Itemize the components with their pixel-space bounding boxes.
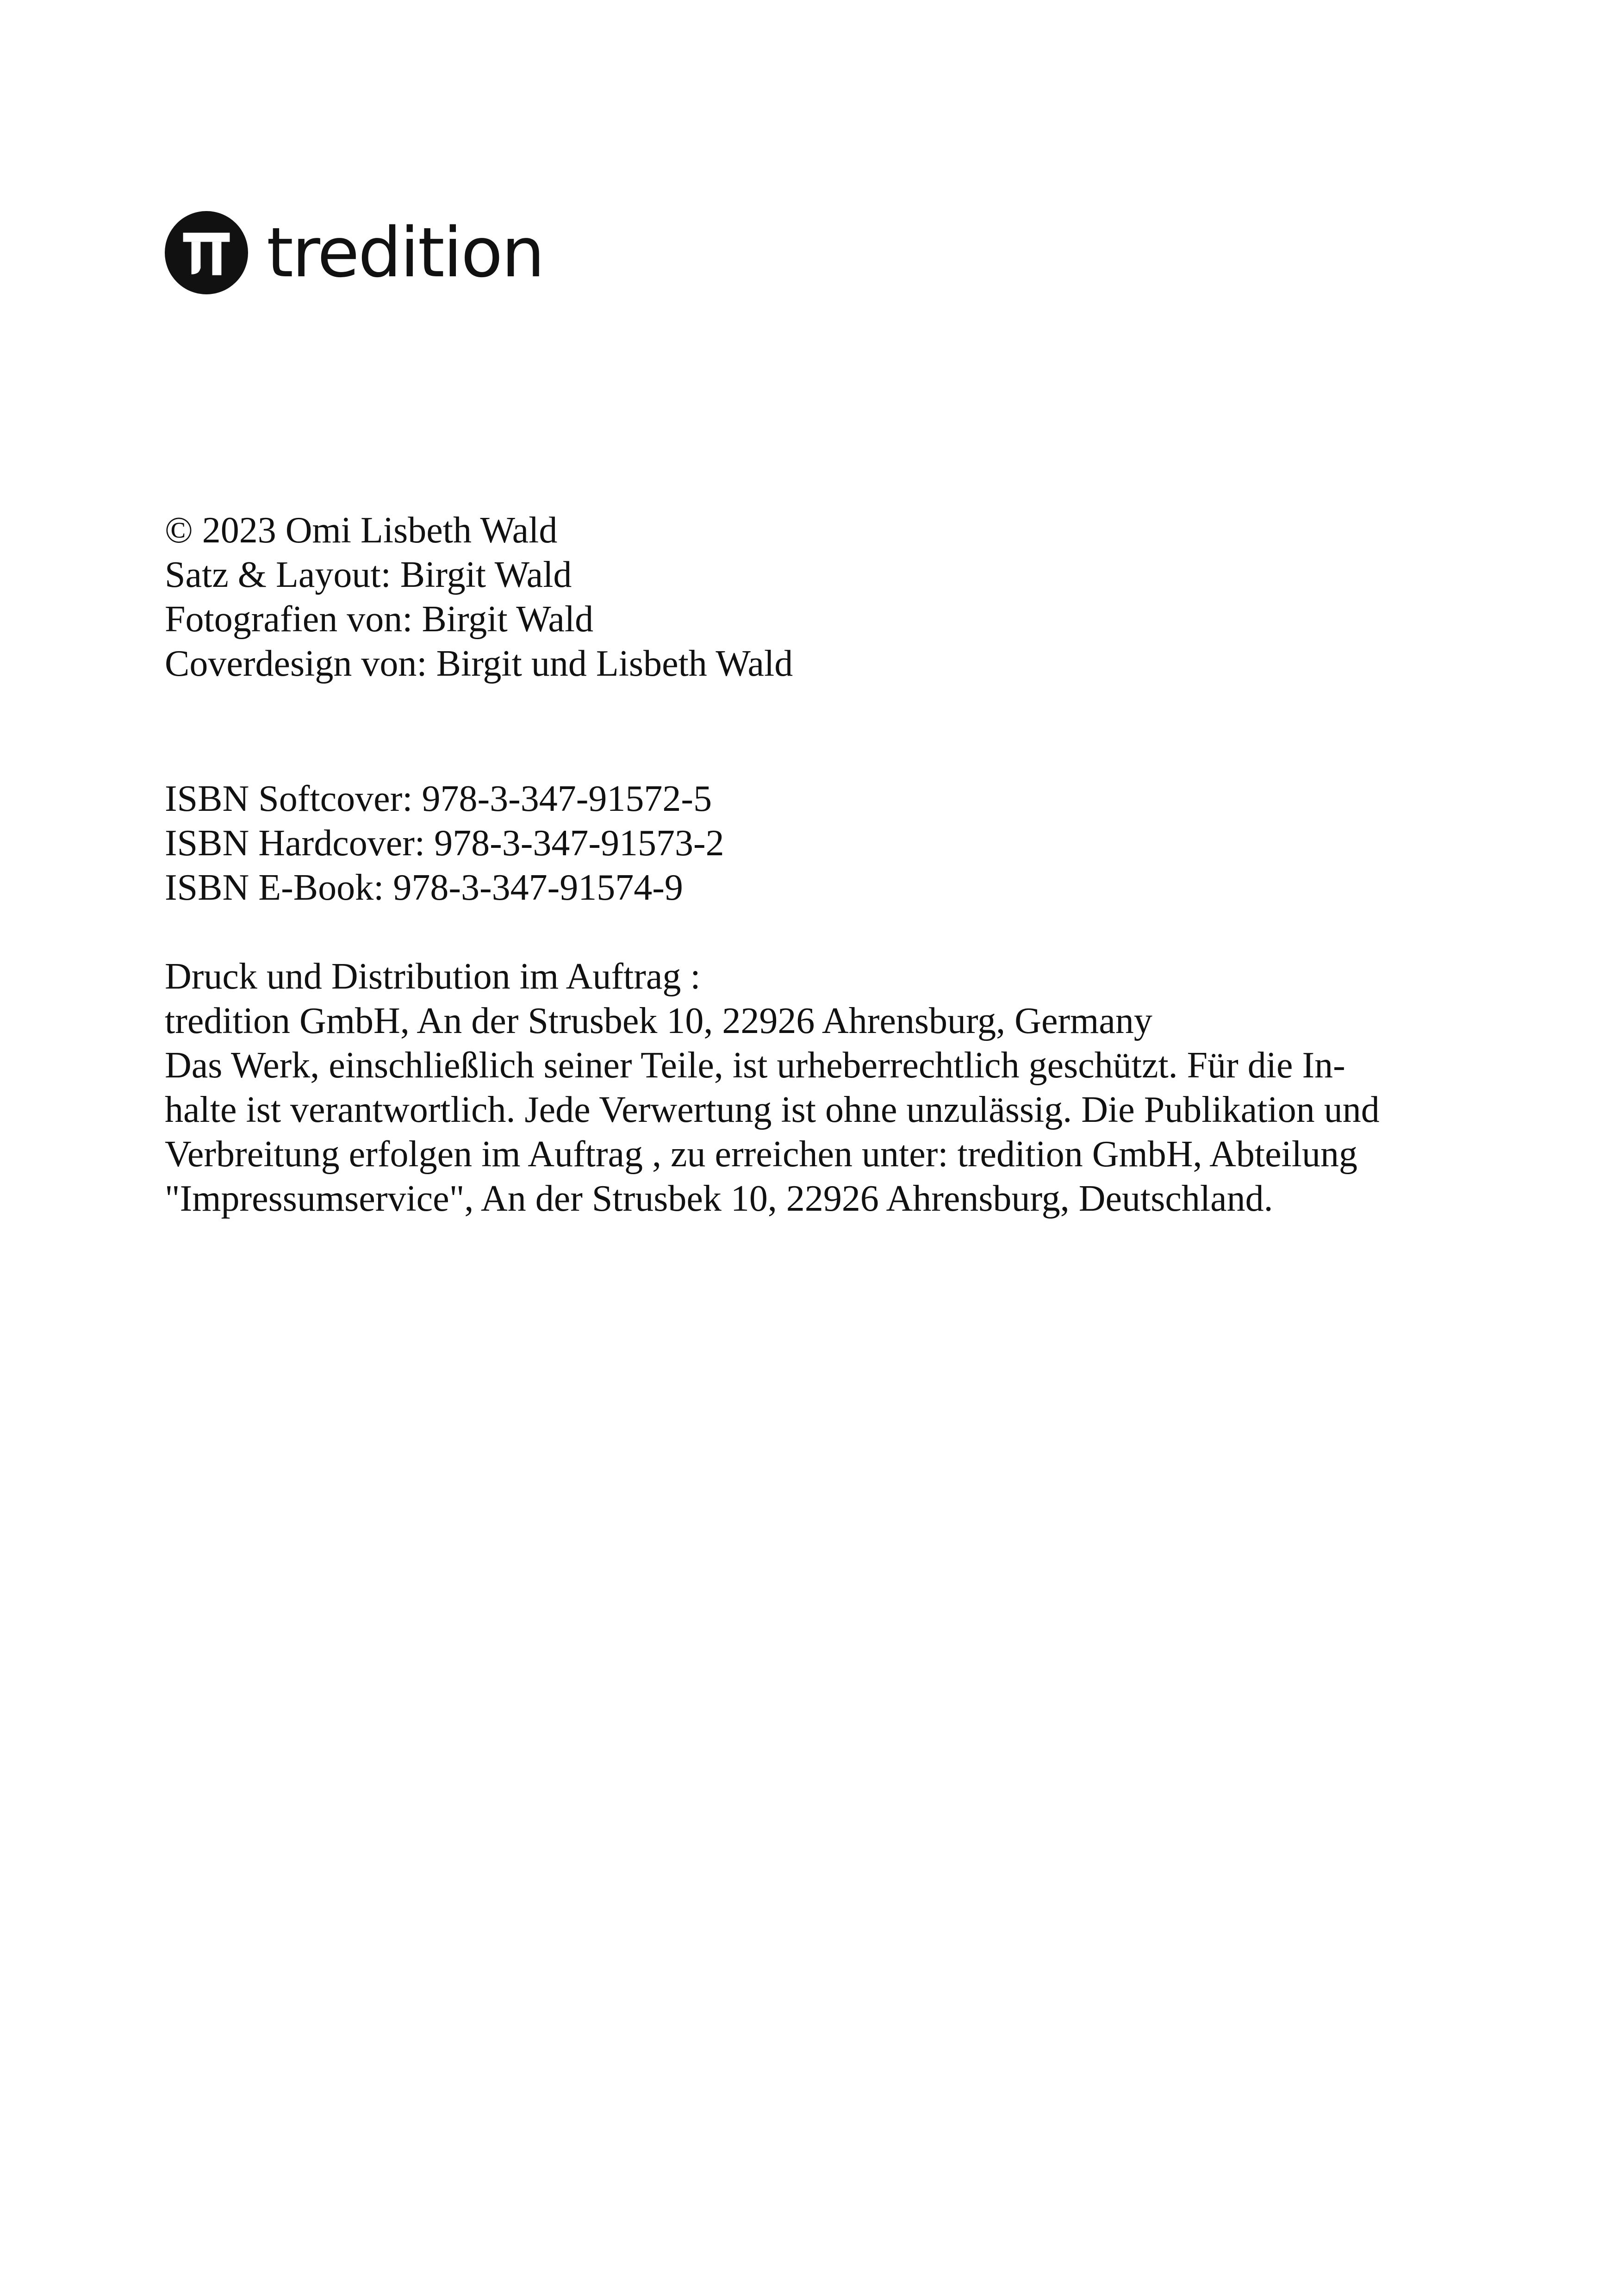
layout-credit: Satz & Layout: Birgit Wald: [165, 554, 572, 595]
photo-credit: Fotografien von: Birgit Wald: [165, 599, 594, 640]
imprint-block: [165, 954, 1461, 1221]
copyright-line: © 2023 Omi Lisbeth Wald: [165, 510, 558, 551]
isbn-softcover: ISBN Softcover: 978-3-347-91572-5: [165, 778, 712, 819]
copyright-notice-line: "Impressumservice", An der Strusbek 10, 22926 Ahrensburg, Deutschland.: [165, 1178, 1273, 1219]
credits-block: [165, 508, 1461, 686]
copyright-notice-line: Verbreitung erfolgen im Auftrag , zu erreichen unter: tredition GmbH, Abteilung: [165, 1134, 1358, 1175]
isbn-block: [165, 777, 1461, 910]
copyright-notice-line: halte ist verantwortlich. Jede Verwertung ist ohne unzulässig. Die Publikation und: [165, 1089, 1380, 1130]
isbn-hardcover: ISBN Hardcover: 978-3-347-91573-2: [165, 823, 724, 864]
tredition-logo-icon: [165, 211, 248, 294]
publisher-address: tredition GmbH, An der Strusbek 10, 22926 Ahrensburg, Germany: [165, 1001, 1152, 1041]
copyright-notice-line: Das Werk, einschließlich seiner Teile, ist urheberrechtlich geschützt. Für die In-: [165, 1045, 1345, 1086]
publisher-logo: [165, 211, 543, 294]
distribution-heading: Druck und Distribution im Auftrag :: [165, 956, 701, 997]
logo-wordmark: tredition: [267, 213, 544, 292]
isbn-ebook: ISBN E-Book: 978-3-347-91574-9: [165, 867, 683, 908]
cover-credit: Coverdesign von: Birgit und Lisbeth Wald: [165, 643, 793, 684]
